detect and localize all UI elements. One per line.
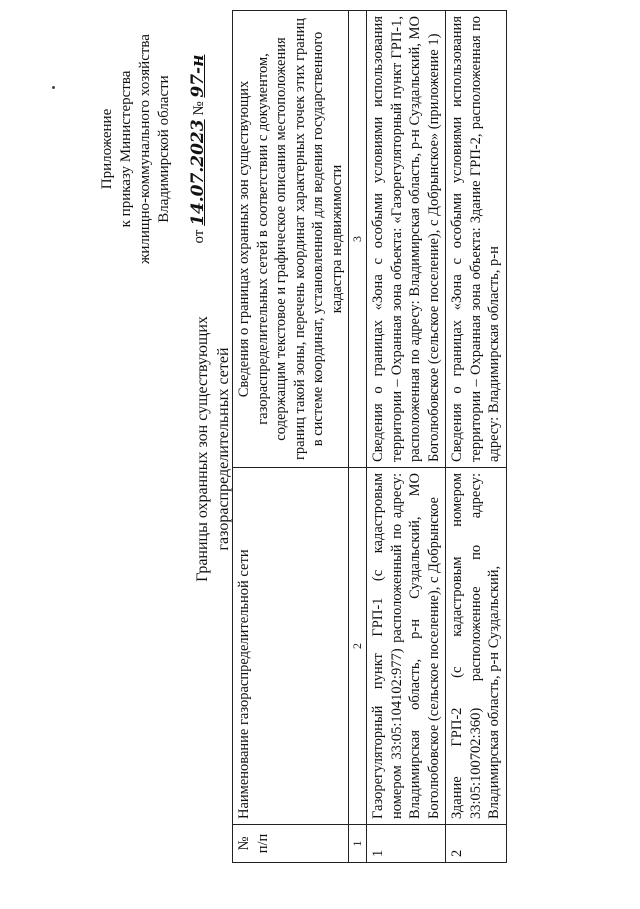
table-row (446, 11, 507, 863)
protection-zones-table (232, 10, 507, 863)
column-number: 2 (349, 468, 367, 825)
date-prefix: от (191, 229, 207, 244)
handwritten-date: 14.07.2023 (188, 119, 208, 226)
table-header-row (233, 11, 349, 863)
appendix-line-1: к приказу Министерства (118, 70, 134, 228)
appendix-line-3: Владимирской области (156, 75, 172, 223)
table-row (367, 11, 446, 863)
row-network-name: Здание ГРП-2 (с кадастровым номером 33:05:100702:360) расположенное по адресу: Владимирская область, р-н Суздальский, (446, 468, 507, 825)
document-title (192, 229, 234, 669)
row-network-name: Газорегуляторный пункт ГРП-1 (с кадастровым номером 33:05:104102:977) расположенный по адресу: Владимирская область, р-н Суздальский, МО Боголюбовское (сельское поселение), с Добрынское (367, 468, 446, 825)
title-line-1: Границы охранных зон существующих (194, 316, 211, 582)
header-info: Сведения о границах охранных зон существующих газораспределительных сетей в соответствии с документом, содержащим текстовое и графическое описания местоположения границ такой зоны, перечень координат характерных точек этих границ в системе координат, установленной для ведения государственного кадастра недвижимости (233, 11, 349, 468)
appendix-line-2: жилищно-коммунального хозяйства (137, 34, 153, 264)
header-number: № п/п (233, 825, 349, 863)
row-zone-info: Сведения о границах «Зона с особыми условиями использования территории – Охранная зона объекта: «Газорегуляторный пункт ГРП-1, расположенная по адресу: Владимирская область, р-н Суздальский, МО Боголюбовское (сельское поселение), с Добрынское» (приложение 1) (367, 11, 446, 468)
header-name: Наименование газораспределительной сети (233, 468, 349, 825)
column-number: 3 (349, 11, 367, 468)
row-zone-info: Сведения о границах «Зона с особыми условиями использования территории – Охранная зона объекта: Здание ГРП-2, расположенная по адресу: Владимирская область, р-н (446, 11, 507, 468)
column-number-row (349, 11, 367, 863)
row-number: 2 (446, 825, 507, 863)
handwritten-number: 97-н (188, 54, 208, 98)
appendix-title: Приложение (99, 108, 115, 190)
column-number: 1 (349, 825, 367, 863)
row-number: 1 (367, 825, 446, 863)
title-line-2: газораспределительных сетей (215, 347, 232, 551)
number-prefix: № (191, 101, 207, 116)
